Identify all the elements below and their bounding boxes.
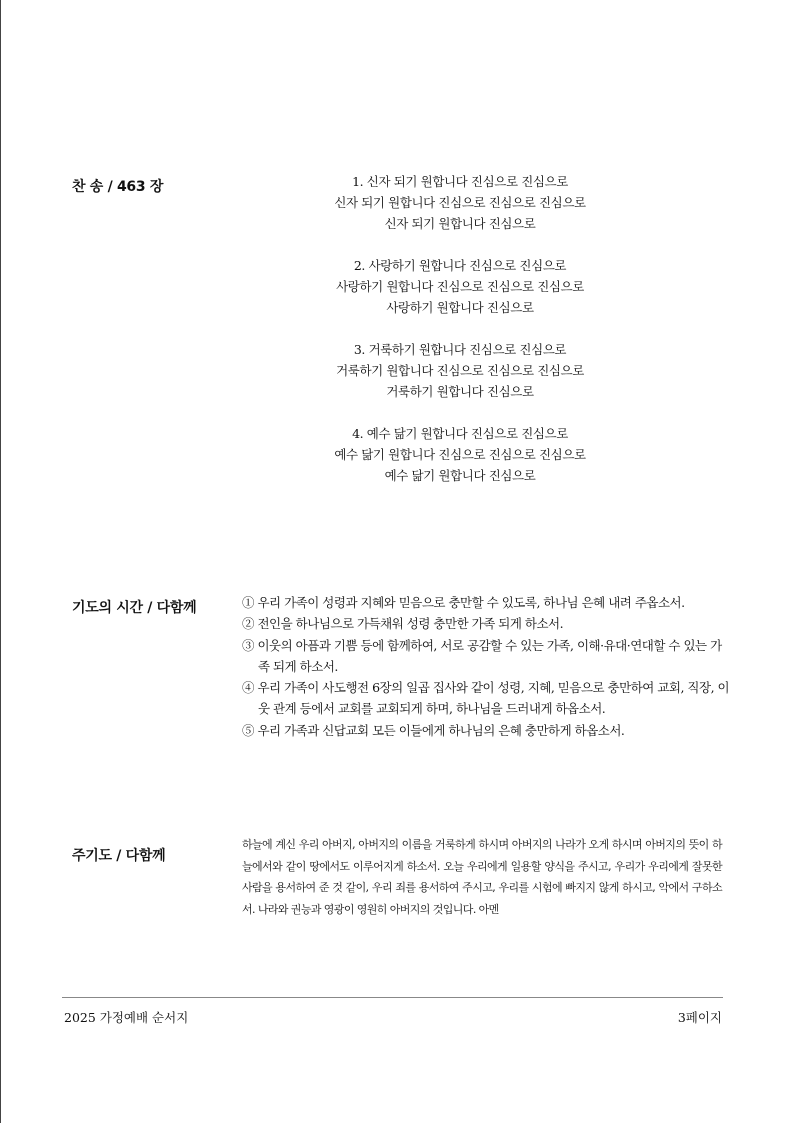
prayer-label: 기도의 시간 / 다함께 bbox=[72, 600, 197, 616]
hymn-lyrics bbox=[300, 171, 620, 507]
prayer-item-1: ① 우리 가족이 성령과 지혜와 믿음으로 충만할 수 있도록, 하나님 은혜 내려 주옵소서. bbox=[242, 595, 685, 610]
lords-prayer-label: 주기도 / 다함께 bbox=[72, 848, 166, 864]
lyric-line: 신자 되기 원합니다 진심으로 진심으로 진심으로 bbox=[334, 195, 586, 210]
prayer-list bbox=[242, 592, 732, 741]
lyric-line: 거룩하기 원합니다 진심으로 bbox=[386, 384, 534, 399]
lyric-line: 4. 예수 닮기 원합니다 진심으로 진심으로 bbox=[352, 426, 568, 441]
lyric-line: 2. 사랑하기 원합니다 진심으로 진심으로 bbox=[353, 258, 567, 273]
hymn-verse-1 bbox=[300, 171, 620, 234]
lyric-line: 1. 신자 되기 원합니다 진심으로 진심으로 bbox=[352, 174, 568, 189]
footer-divider bbox=[62, 997, 723, 998]
prayer-item-2: ② 전인을 하나님으로 가득채워 성령 충만한 가족 되게 하소서. bbox=[242, 616, 564, 632]
page-number: 3페이지 bbox=[677, 1010, 722, 1025]
lyric-line: 사랑하기 원합니다 진심으로 진심으로 진심으로 bbox=[336, 279, 584, 294]
lyric-line: 거룩하기 원합니다 진심으로 진심으로 진심으로 bbox=[336, 363, 584, 378]
lyric-line: 신자 되기 원합니다 진심으로 bbox=[384, 216, 536, 231]
footer-title: 2025 가정예배 순서지 bbox=[64, 1010, 189, 1025]
hymn-verse-4 bbox=[300, 423, 620, 486]
hymn-verse-3 bbox=[300, 339, 620, 402]
lyric-line: 예수 닮기 원합니다 진심으로 bbox=[384, 468, 536, 483]
hymn-label: 찬 송 / 463 장 bbox=[72, 179, 164, 195]
lords-prayer-text: 하늘에 계신 우리 아버지, 아버지의 이름을 거룩하게 하시며 아버지의 나라가 오게 하시며 아버지의 뜻이 하늘에서와 같이 땅에서도 이루어지게 하소서. 오늘 우리에게 일용할 양식을 주시고, 우리가 우리에게 잘못한 사람을 용서하여 준 것 같이, 우리 죄를 용서하여 주시고, 우리를 시험에 빠지지 않게 하시고, 악에서 구하소서. 나라와 권능과 영광이 영원히 아버지의 것입니다. 아멘 bbox=[242, 838, 722, 916]
lyric-line: 예수 닮기 원합니다 진심으로 진심으로 진심으로 bbox=[334, 447, 586, 462]
prayer-item-4: ④ 우리 가족이 사도행전 6장의 일곱 집사와 같이 성령, 지혜, 믿음으로 충만하여 교회, 직장, 이웃 관계 등에서 교회를 교회되게 하며, 하나님을 드러내게 하옵소서. bbox=[242, 680, 730, 717]
lyric-line: 3. 거룩하기 원합니다 진심으로 진심으로 bbox=[353, 342, 567, 357]
prayer-item-5: ⑤ 우리 가족과 신답교회 모든 이들에게 하나님의 은혜 충만하게 하옵소서. bbox=[242, 722, 625, 738]
hymn-verse-2 bbox=[300, 255, 620, 318]
prayer-item-3: ③ 이웃의 아픔과 기쁨 등에 함께하여, 서로 공감할 수 있는 가족, 이해·유대·연대할 수 있는 가족 되게 하소서. bbox=[242, 637, 722, 674]
page-edge bbox=[0, 0, 1, 1123]
lyric-line: 사랑하기 원합니다 진심으로 bbox=[386, 300, 534, 315]
